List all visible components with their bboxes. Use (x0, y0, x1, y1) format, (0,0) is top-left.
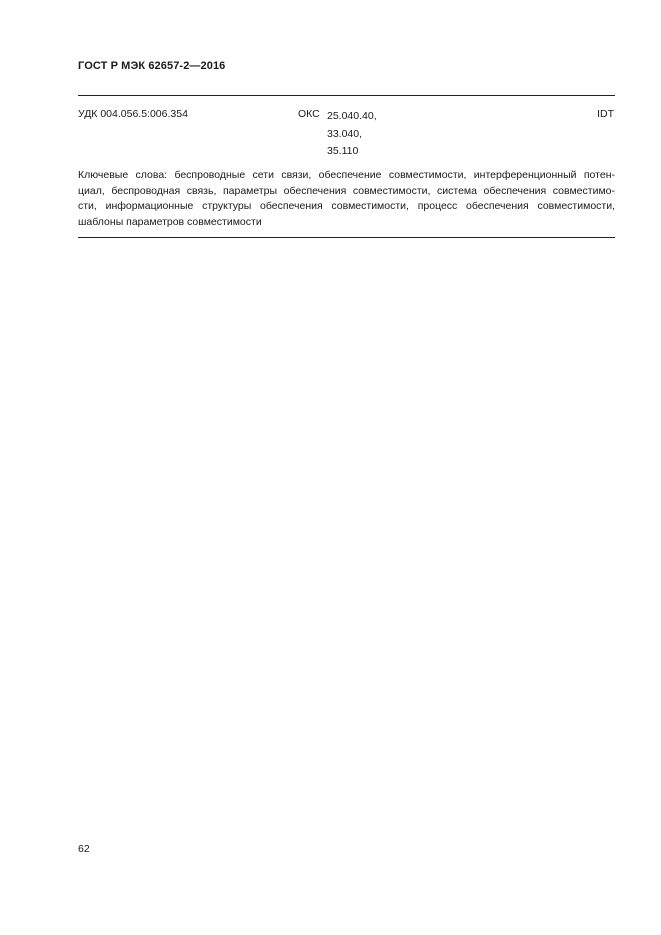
keywords-line: Ключевые слова: беспроводные сети связи, обеспечение совместимости, интерференционный потен- (78, 169, 615, 181)
keywords-line: сти, информационные структуры обеспечения совместимости, процесс обеспечения совместимости, (78, 200, 615, 212)
keywords-paragraph (78, 168, 615, 230)
oks-codes (327, 108, 377, 161)
top-divider (78, 95, 615, 96)
page-number: 62 (78, 843, 90, 855)
oks-code: 35.110 (327, 145, 359, 157)
equivalence-mark: IDT (597, 108, 614, 120)
bottom-divider (78, 237, 615, 238)
standard-designation: ГОСТ Р МЭК 62657-2—2016 (78, 60, 226, 72)
oks-code: 33.040, (327, 127, 363, 140)
udk-code: УДК 004.056.5:006.354 (78, 108, 188, 120)
keywords-line: циал, беспроводная связь, параметры обеспечения совместимости, система обеспечения совместимо- (78, 184, 615, 197)
keywords-line: шаблоны параметров совместимости (78, 215, 262, 228)
oks-label: ОКС (298, 108, 320, 120)
oks-code: 25.040.40, (327, 110, 377, 122)
